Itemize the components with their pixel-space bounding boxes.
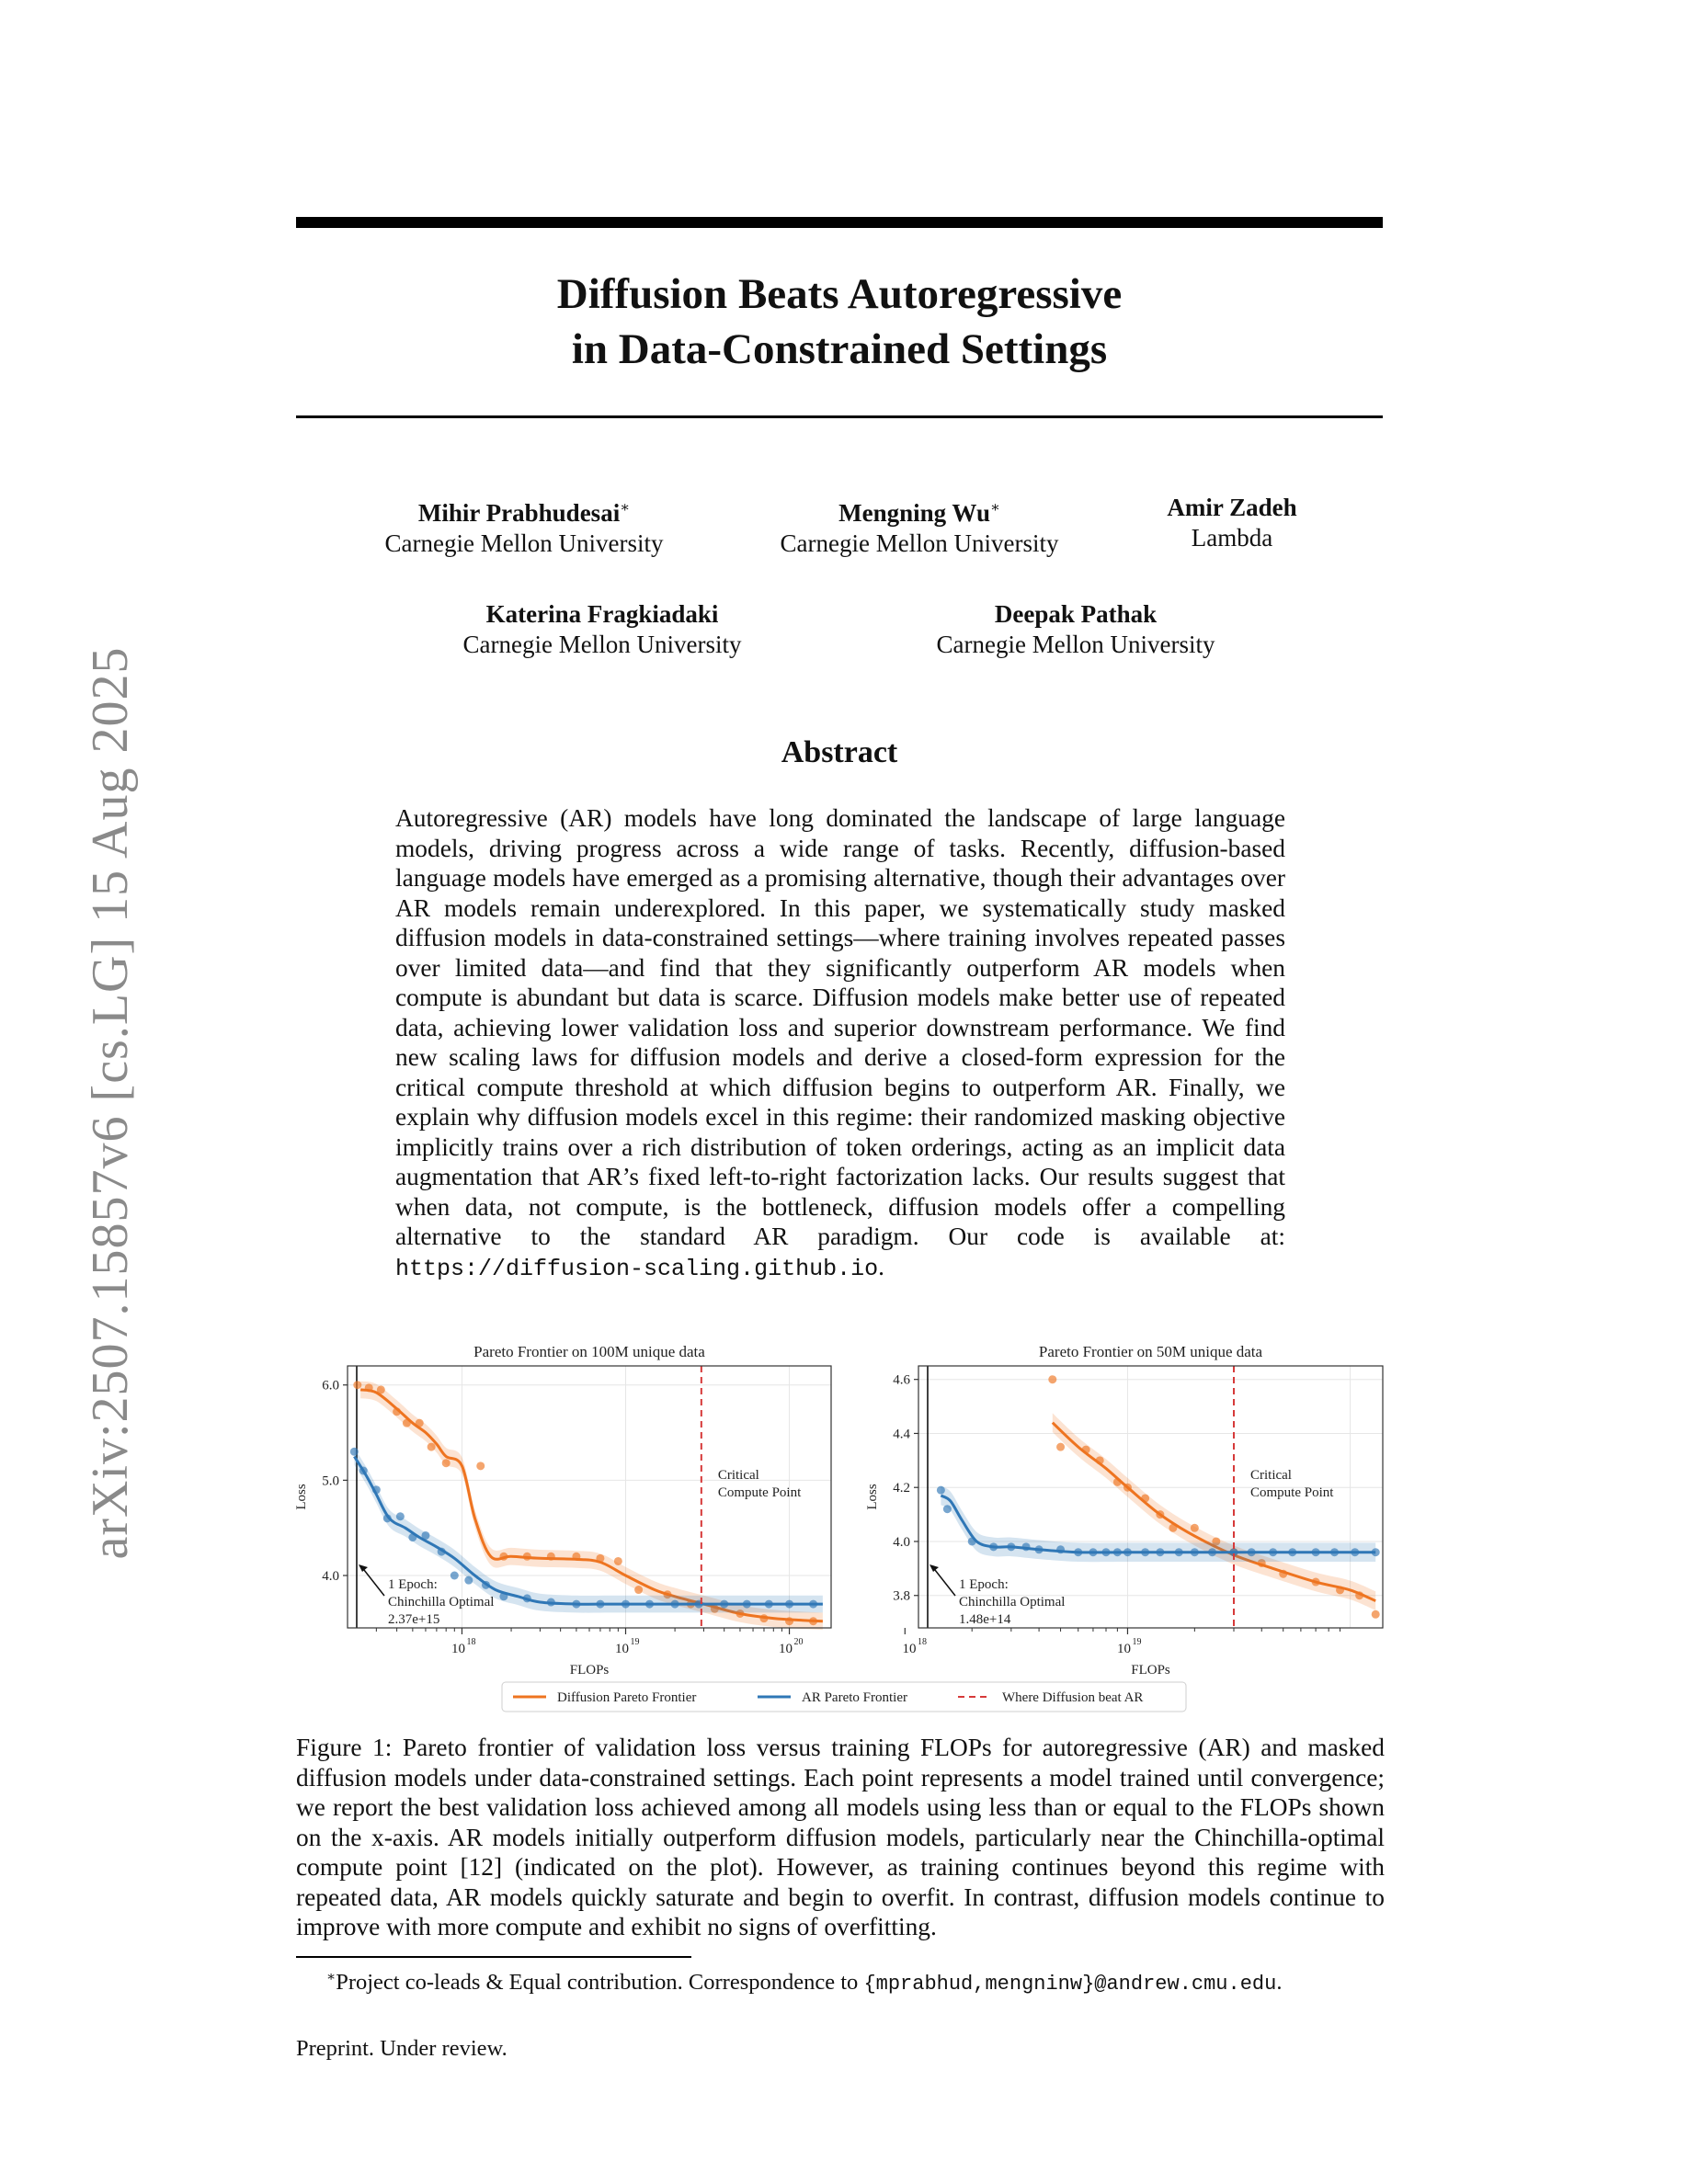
y-tick-label: 5.0	[322, 1473, 339, 1489]
series-line	[1053, 1423, 1375, 1601]
chinchilla-arrow	[935, 1570, 955, 1596]
abstract-body	[395, 803, 1285, 1284]
x-tick-label: 10	[779, 1642, 793, 1656]
chart-panel-2	[865, 1343, 1383, 1678]
critical-label: Compute Point	[717, 1485, 802, 1500]
abstract-text: Autoregressive (AR) models have long dominated the landscape of large language models, driving progress across a wide range of tasks. Recently, diffusion-based language models have emerged as a promising alternative, though their advantages over AR models remain underexplored. In this paper, we systematically study masked diffusion models in data-constrained settings—where training involves repeated passes over limited data—and find that they significantly outperform AR models when compute is abundant but data is scarce. Diffusion models make better use of repeated data, achieving lower validation loss and superior downstream performance. We find new scaling laws for diffusion models and derive a closed-form expression for the critical compute threshold at which diffusion begins to outperform AR. Finally, we explain why diffusion models excel in this regime: their randomized masking objective implicitly trains over a rich distribution of token orderings, acting as an implicit data augmentation that AR’s fixed left-to-right factorization lacks. Our results suggest that when data, not compute, is the bottleneck, diffusion models offer a compelling alternative to the standard AR paradigm. Our code is available at:	[395, 804, 1285, 1250]
chinchilla-label: 1.48e+14	[959, 1612, 1011, 1627]
author-block	[446, 599, 758, 660]
chinchilla-label: 2.37e+15	[388, 1612, 440, 1627]
x-axis-label: FLOPs	[1131, 1663, 1170, 1678]
pareto-frontier-figure	[296, 1333, 1390, 1719]
author-mark: ∗	[989, 500, 1000, 516]
author-block	[763, 493, 1076, 559]
chinchilla-arrow	[364, 1570, 384, 1596]
legend-ar-label: AR Pareto Frontier	[802, 1690, 907, 1705]
legend-diffusion-label: Diffusion Pareto Frontier	[557, 1690, 697, 1705]
figure-caption: Figure 1: Pareto frontier of validation loss versus training FLOPs for autoregressive (AR) and masked diffusion models under data-constrained settings. Each point represents a model trained until convergence; we report the best validation loss achieved among all models using less than or equal to the FLOPs shown on the x-axis. AR models initially outperform diffusion models, particularly near the Chinchilla-optimal compute point [12] (indicated on the plot). However, as training continues beyond this regime with repeated data, AR models quickly saturate and begin to overfit. In contrast, diffusion models continue to improve with more compute and exhibit no signs of overfitting.	[296, 1734, 1385, 1940]
x-tick-exponent: 20	[793, 1637, 804, 1647]
data-point	[614, 1557, 622, 1565]
x-tick-exponent: 18	[918, 1637, 927, 1647]
data-point	[1372, 1610, 1380, 1619]
author-affiliation: Lambda	[1191, 524, 1273, 552]
x-tick-label: 10	[1116, 1642, 1131, 1656]
chinchilla-arrowhead	[930, 1564, 939, 1572]
title-line-2: in Data-Constrained Settings	[571, 325, 1108, 373]
paper-title	[296, 267, 1383, 377]
data-point	[350, 1448, 359, 1456]
title-bottom-rule	[296, 415, 1383, 418]
title-top-rule	[296, 217, 1383, 228]
data-point	[442, 1459, 451, 1467]
data-point	[943, 1505, 952, 1513]
data-point	[464, 1576, 473, 1585]
author-block	[368, 493, 680, 559]
x-tick-exponent: 19	[1132, 1637, 1142, 1647]
y-tick-label: 4.0	[322, 1569, 339, 1584]
y-axis-label: Loss	[294, 1484, 309, 1510]
x-axis-label: FLOPs	[569, 1663, 610, 1678]
data-point	[451, 1572, 459, 1580]
y-tick-label: 3.8	[893, 1588, 910, 1604]
author-affiliation: Carnegie Mellon University	[936, 631, 1215, 658]
arxiv-identifier: arXiv:2507.15857v6 [cs.LG] 15 Aug 2025	[82, 646, 139, 1560]
x-tick-label: 10	[451, 1642, 465, 1656]
data-point	[1048, 1375, 1056, 1383]
data-point	[476, 1462, 485, 1470]
author-affiliation: Carnegie Mellon University	[780, 529, 1059, 557]
code-link[interactable]: https://diffusion-scaling.github.io	[395, 1255, 879, 1282]
x-tick-exponent: 18	[466, 1637, 476, 1647]
author-name: Deepak Pathak	[994, 600, 1158, 628]
footnote-rule	[296, 1956, 691, 1958]
x-tick-label: 10	[614, 1642, 629, 1656]
title-line-1: Diffusion Beats Autoregressive	[556, 270, 1123, 318]
footnote	[326, 1963, 1282, 1998]
legend	[502, 1682, 1186, 1712]
author-affiliation: Carnegie Mellon University	[462, 631, 742, 658]
data-point	[353, 1381, 361, 1389]
author-affiliation: Carnegie Mellon University	[384, 529, 664, 557]
author-mark: ∗	[620, 500, 631, 516]
author-block	[919, 599, 1232, 660]
x-tick-label: 10	[902, 1642, 917, 1656]
abstract-end: .	[878, 1252, 884, 1280]
footnote-mark: ∗	[326, 1970, 336, 1985]
chart-title: Pareto Frontier on 100M unique data	[473, 1343, 705, 1360]
chart-panel-1	[294, 1343, 831, 1678]
chinchilla-label: Chinchilla Optimal	[959, 1595, 1066, 1610]
legend-critical-label: Where Diffusion beat AR	[1002, 1690, 1144, 1705]
critical-label: Critical	[717, 1468, 759, 1483]
y-tick-label: 4.0	[893, 1534, 910, 1550]
critical-label: Compute Point	[1249, 1485, 1334, 1500]
data-point	[1056, 1443, 1065, 1451]
chinchilla-label: Chinchilla Optimal	[388, 1595, 495, 1610]
footnote-end: .	[1276, 1970, 1283, 1996]
author-name: Mengning Wu	[838, 499, 990, 527]
y-tick-label: 6.0	[322, 1378, 339, 1393]
series-band	[360, 1382, 823, 1631]
chinchilla-arrowhead	[359, 1564, 368, 1572]
critical-label: Critical	[1249, 1468, 1292, 1483]
preprint-note: Preprint. Under review.	[296, 2036, 508, 2061]
footnote-email[interactable]: {mprabhud,mengninw}@andrew.cmu.edu	[863, 1973, 1277, 1996]
chinchilla-label: 1 Epoch:	[959, 1577, 1009, 1592]
x-tick-exponent: 19	[630, 1637, 640, 1647]
abstract-heading: Abstract	[781, 735, 898, 769]
figure-1	[296, 1333, 1390, 1719]
chart-title: Pareto Frontier on 50M unique data	[1038, 1343, 1263, 1360]
series-band	[1053, 1413, 1375, 1610]
y-axis-label: Loss	[865, 1484, 880, 1510]
author-name: Amir Zadeh	[1167, 494, 1297, 521]
y-tick-label: 4.4	[893, 1427, 910, 1442]
data-point	[937, 1486, 945, 1495]
author-name: Katerina Fragkiadaki	[485, 600, 719, 628]
chinchilla-label: 1 Epoch:	[388, 1577, 438, 1592]
footnote-text: Project co-leads & Equal contribution. Correspondence to	[336, 1970, 864, 1996]
data-point	[1191, 1524, 1199, 1532]
data-point	[634, 1586, 643, 1594]
y-tick-label: 4.2	[893, 1481, 910, 1496]
author-name: Mihir Prabhudesai	[417, 499, 621, 527]
author-block	[1140, 493, 1324, 553]
y-tick-label: 4.6	[893, 1372, 910, 1388]
data-point	[428, 1443, 436, 1451]
data-point	[396, 1512, 405, 1520]
